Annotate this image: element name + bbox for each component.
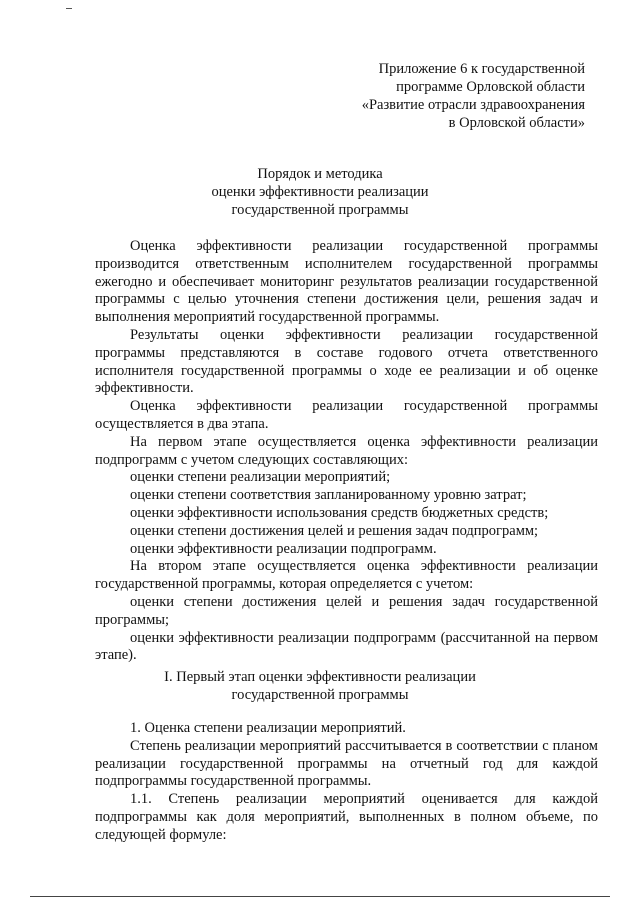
appendix-line-3: «Развитие отрасли здравоохранения <box>361 97 585 113</box>
appendix-line-4: в Орловской области» <box>448 115 585 131</box>
list-item-4b: оценки степени соответствия запланированному уровню затрат; <box>130 487 527 504</box>
section-1-title-line-1: I. Первый этап оценки эффективности реализации <box>164 669 476 685</box>
paragraph-2: Результаты оценки эффективности реализации государственной программы представляются в составе годового отчета ответственного исполнителя государственной программы о ходе ее реализации и об оценке эффективности. <box>95 326 598 397</box>
intro-text <box>95 238 598 665</box>
title-line-1: Порядок и методика <box>257 166 383 182</box>
bottom-divider <box>30 896 610 897</box>
scan-mark <box>66 8 72 9</box>
document-title <box>0 165 640 219</box>
list-item-4a: оценки степени реализации мероприятий; <box>130 469 391 486</box>
section-1-title-line-2: государственной программы <box>231 687 409 703</box>
appendix-line-2: программе Орловской области <box>396 79 585 95</box>
appendix-line-1: Приложение 6 к государственной <box>378 61 585 77</box>
section-1-text <box>95 720 598 845</box>
section-1-paragraph-1: Степень реализации мероприятий рассчитывается в соответствии с планом реализации государственной программы на отчетный год для каждой подпрограммы государственной программы. <box>95 737 598 790</box>
section-1-paragraph-2: 1.1. Степень реализации мероприятий оценивается для каждой подпрограммы как доля мероприятий, выполненных в полном объеме, по следующей формуле: <box>95 791 598 843</box>
paragraph-1: Оценка эффективности реализации государственной программы производится ответственным исполнителем государственной программы ежегодно и обеспечивает мониторинг результатов реализации государственной программы с целью уточнения степени достижения цели, решения задач и выполнения мероприятий государственной программы. <box>95 238 598 326</box>
title-line-3: государственной программы <box>231 202 409 218</box>
list-item-5a: оценки степени достижения целей и решения задач государственной программы; <box>95 593 598 628</box>
paragraph-3: Оценка эффективности реализации государственной программы осуществляется в два этапа. <box>95 398 598 432</box>
section-1-item-1: 1. Оценка степени реализации мероприятий. <box>130 720 406 736</box>
list-item-4c: оценки эффективности использования средств бюджетных средств; <box>130 504 549 521</box>
title-line-2: оценки эффективности реализации <box>211 184 429 200</box>
paragraph-4: На первом этапе осуществляется оценка эффективности реализации подпрограмм с учетом следующих составляющих: <box>95 433 598 468</box>
appendix-header <box>285 60 585 132</box>
paragraph-5: На втором этапе осуществляется оценка эффективности реализации государственной программы, которая определяется с учетом: <box>95 558 598 593</box>
list-item-4e: оценки эффективности реализации подпрограмм. <box>130 540 437 557</box>
list-item-5b: оценки эффективности реализации подпрограмм (рассчитанной на первом этапе). <box>95 629 598 664</box>
section-1-title <box>0 668 640 704</box>
list-item-4d: оценки степени достижения целей и решения задач подпрограмм; <box>130 522 539 539</box>
